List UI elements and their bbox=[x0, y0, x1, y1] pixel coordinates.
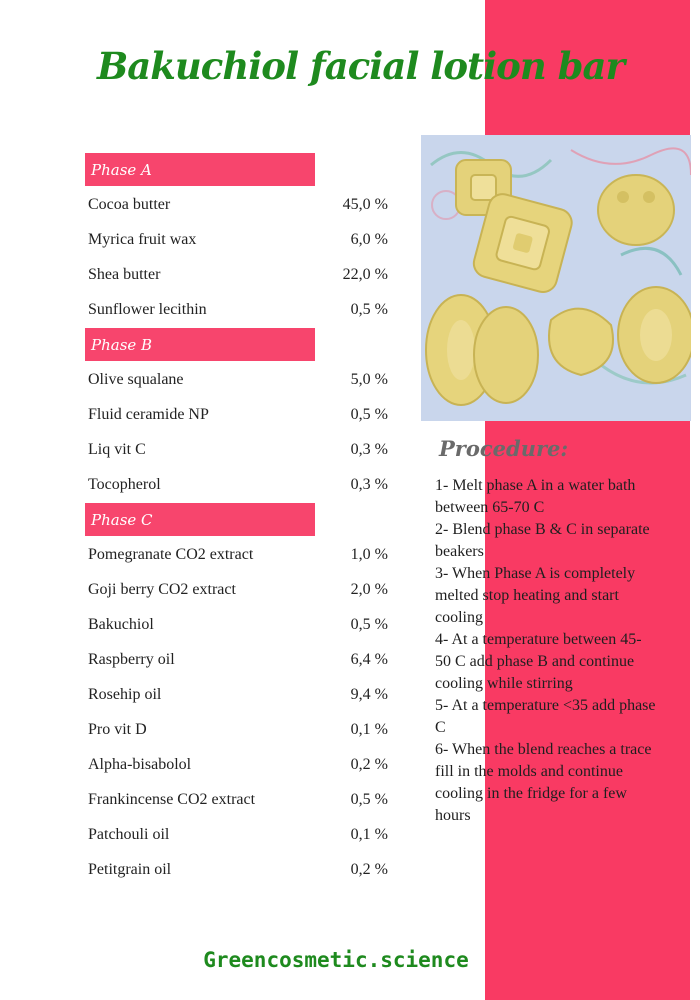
ingredient-row bbox=[88, 852, 388, 887]
ingredient-name: Petitgrain oil bbox=[88, 860, 172, 878]
procedure-step: 4- At a temperature between 45-50 C add phase B and continue cooling while stirring bbox=[435, 631, 642, 692]
ingredient-name: Cocoa butter bbox=[88, 195, 171, 213]
ingredient-percent: 0,5 % bbox=[350, 790, 388, 808]
ingredient-name: Rosehip oil bbox=[88, 685, 162, 703]
ingredient-row bbox=[88, 362, 388, 397]
ingredient-row bbox=[88, 537, 388, 572]
phase-b-header: Phase B bbox=[85, 328, 315, 361]
ingredient-row bbox=[88, 222, 388, 257]
lotion-bars-illustration bbox=[421, 135, 691, 421]
ingredient-name: Frankincense CO2 extract bbox=[88, 790, 256, 808]
page-title: Bakuchiol facial lotion bar bbox=[97, 44, 624, 88]
ingredient-row bbox=[88, 397, 388, 432]
ingredient-name: Liq vit C bbox=[88, 440, 146, 458]
procedure-steps bbox=[435, 475, 657, 827]
lotion-bars-photo bbox=[421, 135, 691, 421]
ingredient-percent: 0,5 % bbox=[350, 300, 388, 318]
ingredient-percent: 0,1 % bbox=[350, 720, 388, 738]
ingredient-name: Tocopherol bbox=[88, 475, 161, 493]
footer-website bbox=[0, 948, 700, 972]
ingredient-name: Goji berry CO2 extract bbox=[88, 580, 236, 598]
procedure-step: 2- Blend phase B & C in separate beakers bbox=[435, 521, 650, 560]
ingredient-percent: 0,2 % bbox=[350, 860, 388, 878]
phase-a-header: Phase A bbox=[85, 153, 315, 186]
ingredient-name: Sunflower lecithin bbox=[88, 300, 207, 318]
ingredient-percent: 0,3 % bbox=[350, 440, 388, 458]
phase-c-header: Phase C bbox=[85, 503, 315, 536]
procedure-step: 6- When the blend reaches a trace fill in the molds and continue cooling in the fridge for a few hours bbox=[435, 741, 652, 824]
ingredient-row bbox=[88, 432, 388, 467]
ingredient-row bbox=[88, 572, 388, 607]
ingredient-percent: 1,0 % bbox=[350, 545, 388, 563]
ingredient-row bbox=[88, 607, 388, 642]
ingredient-row bbox=[88, 677, 388, 712]
ingredient-row bbox=[88, 747, 388, 782]
ingredient-percent: 45,0 % bbox=[342, 195, 388, 213]
ingredient-name: Pro vit D bbox=[88, 720, 147, 738]
ingredient-percent: 0,3 % bbox=[350, 475, 388, 493]
ingredient-percent: 2,0 % bbox=[350, 580, 388, 598]
ingredient-row bbox=[88, 257, 388, 292]
ingredient-percent: 0,5 % bbox=[350, 405, 388, 423]
ingredient-percent: 22,0 % bbox=[342, 265, 388, 283]
ingredient-percent: 0,2 % bbox=[350, 755, 388, 773]
ingredient-percent: 6,4 % bbox=[350, 650, 388, 668]
ingredient-row bbox=[88, 467, 388, 502]
ingredient-name: Raspberry oil bbox=[88, 650, 175, 668]
procedure-step: 1- Melt phase A in a water bath between 65-70 C bbox=[435, 477, 636, 516]
ingredient-name: Patchouli oil bbox=[88, 825, 170, 843]
procedure-step: 5- At a temperature <35 add phase C bbox=[435, 697, 656, 736]
ingredient-name: Alpha-bisabolol bbox=[88, 755, 192, 773]
procedure-step: 3- When Phase A is completely melted stop heating and start cooling bbox=[435, 565, 636, 626]
ingredient-name: Myrica fruit wax bbox=[88, 230, 197, 248]
ingredient-row bbox=[88, 642, 388, 677]
ingredient-row bbox=[88, 817, 388, 852]
ingredient-row bbox=[88, 187, 388, 222]
ingredient-row bbox=[88, 712, 388, 747]
ingredient-row bbox=[88, 292, 388, 327]
procedure-title: Procedure: bbox=[439, 436, 569, 461]
ingredient-percent: 6,0 % bbox=[350, 230, 388, 248]
ingredient-percent: 5,0 % bbox=[350, 370, 388, 388]
ingredient-percent: 0,1 % bbox=[350, 825, 388, 843]
footer-website-text: Greencosmetic.science bbox=[203, 948, 469, 972]
ingredient-percent: 0,5 % bbox=[350, 615, 388, 633]
ingredient-name: Bakuchiol bbox=[88, 615, 154, 633]
ingredient-name: Shea butter bbox=[88, 265, 161, 283]
ingredient-percent: 9,4 % bbox=[350, 685, 388, 703]
ingredient-name: Pomegranate CO2 extract bbox=[88, 545, 254, 563]
ingredient-name: Olive squalane bbox=[88, 370, 184, 388]
ingredient-row bbox=[88, 782, 388, 817]
ingredient-name: Fluid ceramide NP bbox=[88, 405, 209, 423]
